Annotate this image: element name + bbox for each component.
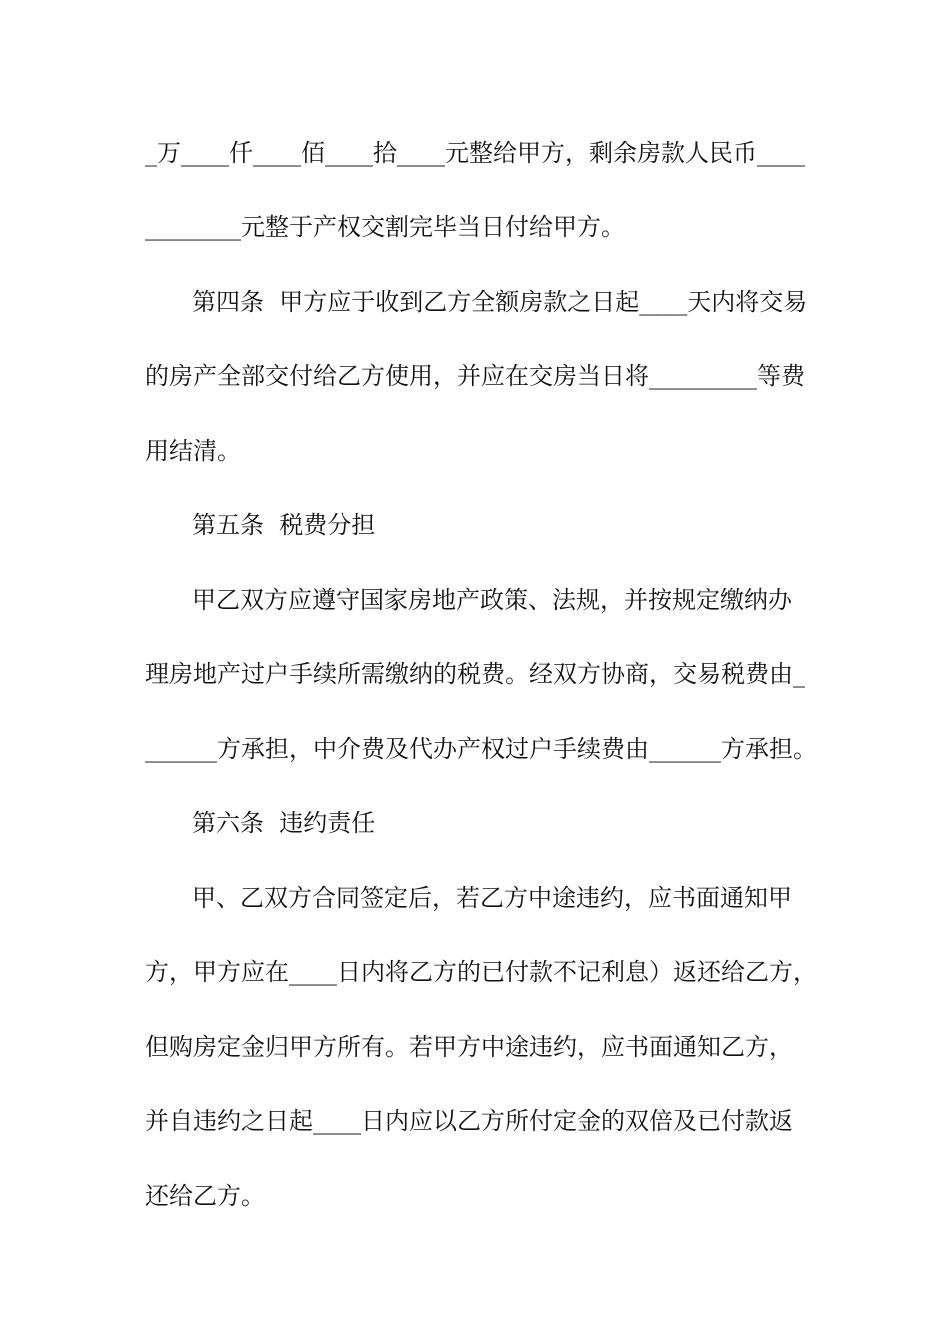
breach-paragraph-line-2: 方，甲方应在____日内将乙方的已付款不记利息）返还给乙方， [145, 958, 817, 986]
article-5-heading: 第五条 税费分担 [192, 511, 376, 539]
breach-paragraph-line-5: 还给乙方。 [145, 1182, 265, 1210]
tax-paragraph-line-1: 甲乙双方应遵守国家房地产政策、法规，并按规定缴纳办 [192, 586, 792, 614]
breach-paragraph-line-4: 并自违约之日起____日内应以乙方所付定金的双倍及已付款返 [145, 1107, 793, 1135]
text-line-remaining-payment: ________元整于产权交割完毕当日付给甲方。 [145, 213, 625, 241]
text-line-settle-fees: 用结清。 [145, 437, 241, 465]
tax-paragraph-line-3: ______方承担，中介费及代办产权过户手续费由______方承担。 [145, 735, 817, 763]
text-line-payment-amount: _万____仟____佰____拾____元整给甲方，剩余房款人民币____ [145, 139, 805, 167]
breach-paragraph-line-3: 但购房定金归甲方所有。若甲方中途违约，应书面通知乙方， [145, 1033, 793, 1061]
text-line-handover: 的房产全部交付给乙方使用，并应在交房当日将_________等费 [145, 362, 805, 390]
breach-paragraph-line-1: 甲、乙双方合同签定后，若乙方中途违约，应书面通知甲 [192, 884, 792, 912]
article-6-heading: 第六条 违约责任 [192, 809, 376, 837]
article-4-text: 第四条 甲方应于收到乙方全额房款之日起____天内将交易 [192, 288, 808, 316]
tax-paragraph-line-2: 理房地产过户手续所需缴纳的税费。经双方协商，交易税费由_ [145, 660, 805, 688]
